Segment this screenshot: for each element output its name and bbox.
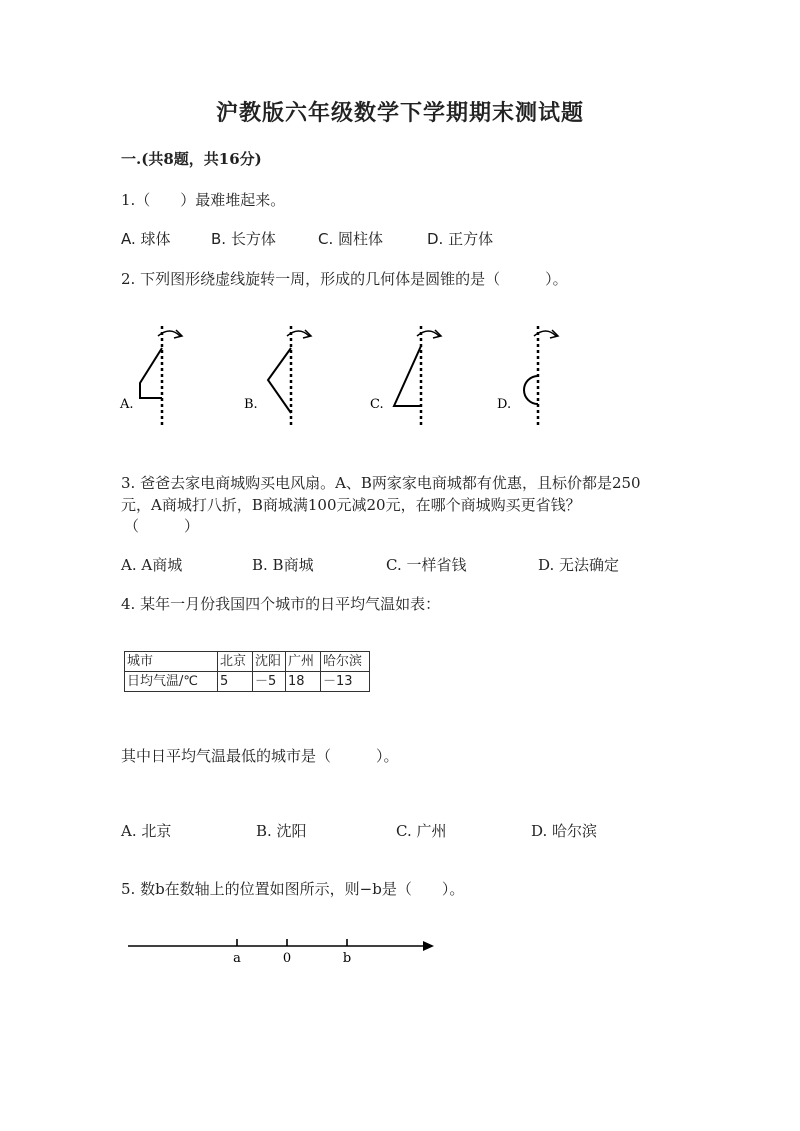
table-header-cell: 沈阳 <box>253 652 286 672</box>
table-header-cell: 北京 <box>218 652 253 672</box>
table-row <box>125 672 370 692</box>
q4-question: 其中日平均气温最低的城市是（ ）。 <box>121 747 399 765</box>
figure-c-shape <box>394 346 421 406</box>
table-cell: 日均气温/℃ <box>125 672 218 692</box>
table-cell: －5 <box>253 672 286 692</box>
q2-figure-d[interactable] <box>497 326 558 426</box>
table-header-cell: 广州 <box>286 652 321 672</box>
q4-option-c[interactable]: C. 广州 <box>396 822 447 840</box>
figure-a-shape <box>140 348 162 398</box>
table-header-cell: 哈尔滨 <box>321 652 370 672</box>
section-header: 一.(共8题，共16分) <box>121 150 262 168</box>
q3-option-b[interactable]: B. B商城 <box>252 556 314 574</box>
figure-label-d: D. <box>497 397 512 412</box>
temperature-table <box>124 651 370 692</box>
q2-figure-c[interactable] <box>370 326 441 426</box>
figure-label-a: A. <box>120 397 134 412</box>
table-cell: 18 <box>286 672 321 692</box>
q2-figure-b[interactable] <box>244 326 311 426</box>
q1-option-b[interactable]: B. 长方体 <box>211 230 276 248</box>
q1-option-c[interactable]: C. 圆柱体 <box>318 230 384 248</box>
figure-b-shape <box>268 348 291 413</box>
q2-rotation-figures <box>110 318 560 433</box>
q4-option-b[interactable]: B. 沈阳 <box>256 822 307 840</box>
q4-option-d[interactable]: D. 哈尔滨 <box>531 822 598 840</box>
axis-label-a: a <box>233 951 241 966</box>
q3-stem-line3: （ ） <box>124 517 200 535</box>
page-title: 沪教版六年级数学下学期期末测试题 <box>215 100 584 126</box>
q4-option-a[interactable]: A. 北京 <box>121 822 172 840</box>
q3-stem-line1: 3. 爸爸去家电商城购买电风扇。A、B两家家电商城都有优惠，且标价都是250 <box>121 474 641 492</box>
q3-option-a[interactable]: A. A商城 <box>121 556 183 574</box>
table-header-row <box>125 652 370 672</box>
q2-stem: 2. 下列图形绕虚线旋转一周，形成的几何体是圆锥的是（ ）。 <box>121 270 568 288</box>
table-cell: －13 <box>321 672 370 692</box>
rotation-arrow-icon <box>287 330 311 338</box>
q4-stem: 4. 某年一月份我国四个城市的日平均气温如表： <box>121 595 441 613</box>
q1-stem: 1.（ ）最难堆起来。 <box>121 191 286 209</box>
q5-stem: 5. 数b在数轴上的位置如图所示，则−b是（ ）。 <box>121 880 465 898</box>
rotation-arrow-icon <box>417 330 441 338</box>
table-cell: 5 <box>218 672 253 692</box>
q1-option-d[interactable]: D. 正方体 <box>427 230 494 248</box>
figure-d-shape <box>524 376 538 404</box>
q3-stem-line2: 元，A商城打八折，B商城满100元减20元，在哪个商城购买更省钱？ <box>121 496 581 514</box>
q5-number-line <box>120 930 450 970</box>
q3-option-c[interactable]: C. 一样省钱 <box>386 556 467 574</box>
q1-option-a[interactable]: A. 球体 <box>121 230 171 248</box>
rotation-arrow-icon <box>534 330 558 338</box>
table-header-cell: 城市 <box>125 652 218 672</box>
q3-option-d[interactable]: D. 无法确定 <box>538 556 620 574</box>
arrow-head-icon <box>423 941 434 951</box>
figure-label-c: C. <box>370 397 384 412</box>
figure-label-b: B. <box>244 397 258 412</box>
rotation-arrow-icon <box>158 330 182 338</box>
axis-label-b: b <box>342 951 352 966</box>
axis-label-zero: 0 <box>282 951 292 966</box>
q2-figure-a[interactable] <box>119 326 182 426</box>
